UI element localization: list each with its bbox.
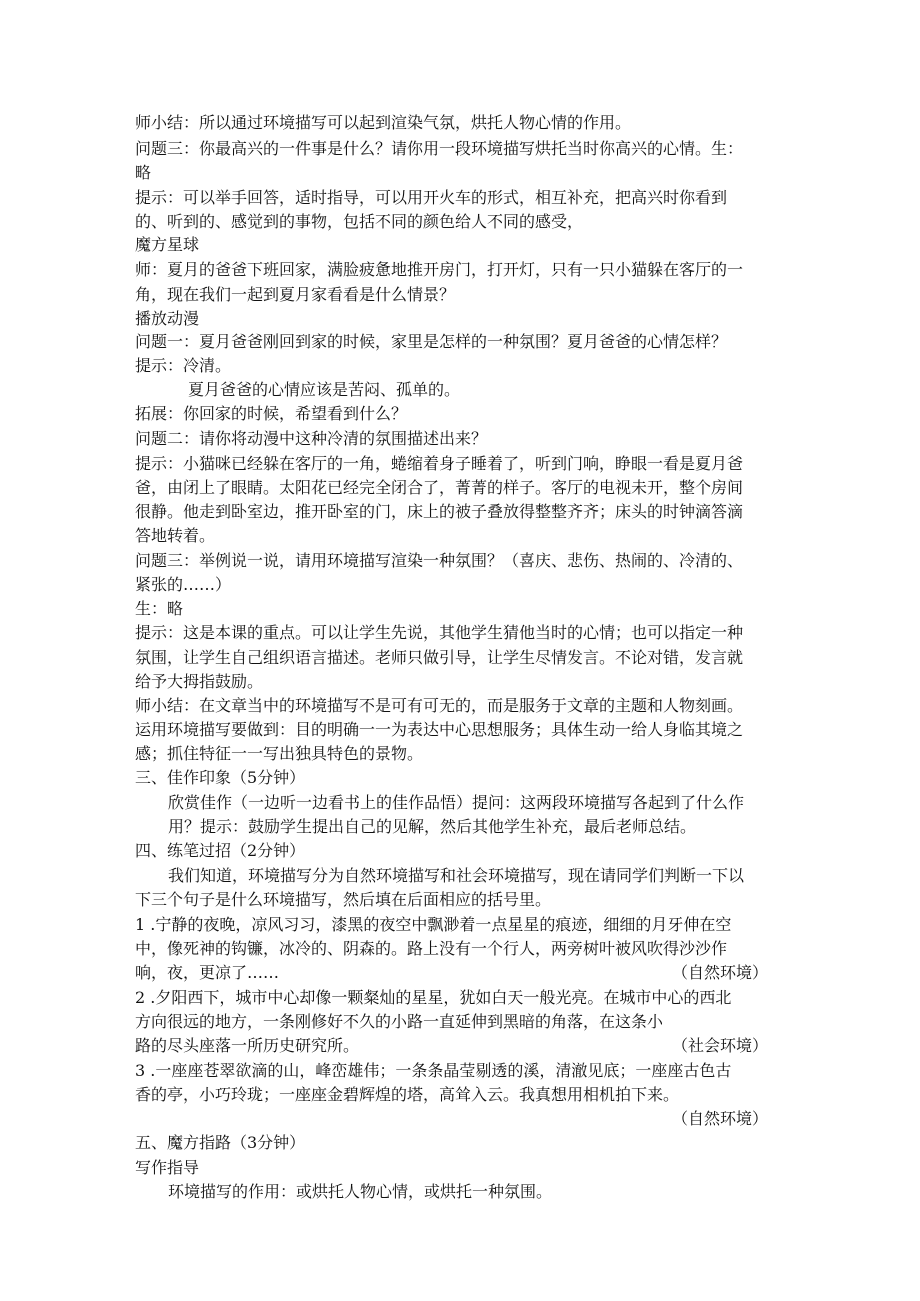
paragraph-line: 我们知道，环境描写分为自然环境描写和社会环境描写，现在请同学们判断一下以 — [168, 866, 745, 885]
paragraph-line: 问题三：你最高兴的一件事是什么？请你用一段环境描写烘托当时你高兴的心情。生： — [135, 139, 744, 158]
paragraph-line: 下三个句子是什么环境描写，然后填在后面相应的括号里。 — [135, 890, 552, 909]
paragraph-line: 给予大拇指鼓励。 — [135, 672, 264, 691]
section-heading: 五、魔方指路（3分钟） — [135, 1133, 306, 1152]
paragraph-line: 问题一：夏月爸爸刚回到家的时候，家里是怎样的一种氛围？夏月爸爸的心情怎样？ — [135, 332, 728, 351]
section-heading: 四、练笔过招（2分钟） — [135, 841, 306, 860]
section-heading: 三、佳作印象（5分钟） — [135, 768, 306, 787]
paragraph-line: 紧张的……） — [135, 575, 232, 594]
paragraph-line: 答地转着。 — [135, 526, 216, 545]
paragraph-line: 生：略 — [135, 599, 184, 618]
paragraph-line: 略 — [135, 163, 152, 182]
exercise-line: 响，夜，更凉了…… — [135, 963, 280, 982]
paragraph-line: 师小结：所以通过环境描写可以起到渲染气氛，烘托人物心情的作用。 — [135, 113, 632, 132]
exercise-line: 香的亭，小巧玲珑；一座座金碧辉煌的塔，高耸入云。我真想用相机拍下来。 — [135, 1085, 680, 1104]
paragraph-line: 提示：小猫咪已经躲在客厅的一角，蜷缩着身子睡着了，听到门响，睁眼一看是夏月爸 — [135, 454, 744, 473]
paragraph-line: 欣赏佳作（一边听一边看书上的佳作品悟）提问：这两段环境描写各起到了什么作 — [168, 793, 745, 812]
paragraph-line: 角，现在我们一起到夏月家看看是什么情景？ — [135, 285, 456, 304]
exercise-line: 3 .一座座苍翠欲滴的山，峰峦雄伟；一条条晶莹剔透的溪，清澈见底；一座座古色古 — [135, 1061, 732, 1080]
exercise-line: 路的尽头座落一所历史研究所。 — [135, 1036, 360, 1055]
answer-2: （社会环境） — [671, 1036, 768, 1055]
paragraph-line: 夏月爸爸的心情应该是苦闷、孤单的。 — [188, 380, 461, 399]
paragraph-line: 拓展：你回家的时候，希望看到什么？ — [135, 404, 408, 423]
paragraph-line: 提示：冷清。 — [135, 356, 232, 375]
paragraph-line: 师：夏月的爸爸下班回家，满脸疲惫地推开房门，打开灯，只有一只小猫躲在客厅的一 — [135, 260, 744, 279]
paragraph-line: 问题三：举例说一说，请用环境描写渲染一种氛围？（喜庆、悲伤、热闹的、冷清的、 — [135, 551, 744, 570]
exercise-line: 方向很远的地方，一条刚修好不久的小路一直延伸到黑暗的角落，在这条小 — [135, 1012, 664, 1031]
paragraph-line: 问题二：请你将动漫中这种冷清的氛围描述出来？ — [135, 429, 488, 448]
paragraph-line: 用？提示：鼓励学生提出自己的见解，然后其他学生补充，最后老师总结。 — [168, 817, 697, 836]
paragraph-line: 的、听到的、感觉到的事物，包括不同的颜色给人不同的感受， — [135, 212, 584, 231]
paragraph-line: 环境描写的作用：或烘托人物心情，或烘托一种氛围。 — [168, 1182, 553, 1201]
paragraph-line: 播放动漫 — [135, 309, 200, 328]
exercise-line: 中，像死神的钩镰，冰冷的、阴森的。路上没有一个行人，两旁树叶被风吹得沙沙作 — [135, 939, 728, 958]
paragraph-line: 运用环境描写要做到：目的明确一一为表达中心思想服务；具体生动一给人身临其境之 — [135, 720, 744, 739]
section-heading: 魔方星球 — [135, 235, 200, 254]
answer-1: （自然环境） — [671, 963, 768, 982]
paragraph-line: 感；抓住特征一一写出独具特色的景物。 — [135, 744, 424, 763]
paragraph-line: 爸，由闭上了眼睛。太阳花已经完全闭合了，菁菁的样子。客厅的电视未开，整个房间 — [135, 478, 744, 497]
paragraph-line: 很静。他走到卧室边，推开卧室的门，床上的被子叠放得整整齐齐；床头的时钟滴答滴 — [135, 502, 744, 521]
paragraph-line: 提示：这是本课的重点。可以让学生先说，其他学生猜他当时的心情；也可以指定一种 — [135, 623, 744, 642]
paragraph-line: 氛围，让学生自己组织语言描述。老师只做引导，让学生尽情发言。不论对错，发言就 — [135, 648, 744, 667]
exercise-line: 1 .宁静的夜晚，凉风习习，漆黑的夜空中飘渺着一点星星的痕迹，细细的月牙伸在空 — [135, 915, 732, 934]
paragraph-line: 提示：可以举手回答，适时指导，可以用开火车的形式，相互补充，把高兴时你看到 — [135, 188, 728, 207]
paragraph-line: 师小结：在文章当中的环境描写不是可有可无的，而是服务于文章的主题和人物刻画。 — [135, 696, 744, 715]
exercise-line: 2 .夕阳西下，城市中心却像一颗粲灿的星星，犹如白天一般光亮。在城市中心的西北 — [135, 988, 732, 1007]
answer-3: （自然环境） — [671, 1109, 768, 1128]
paragraph-line: 写作指导 — [135, 1158, 200, 1177]
